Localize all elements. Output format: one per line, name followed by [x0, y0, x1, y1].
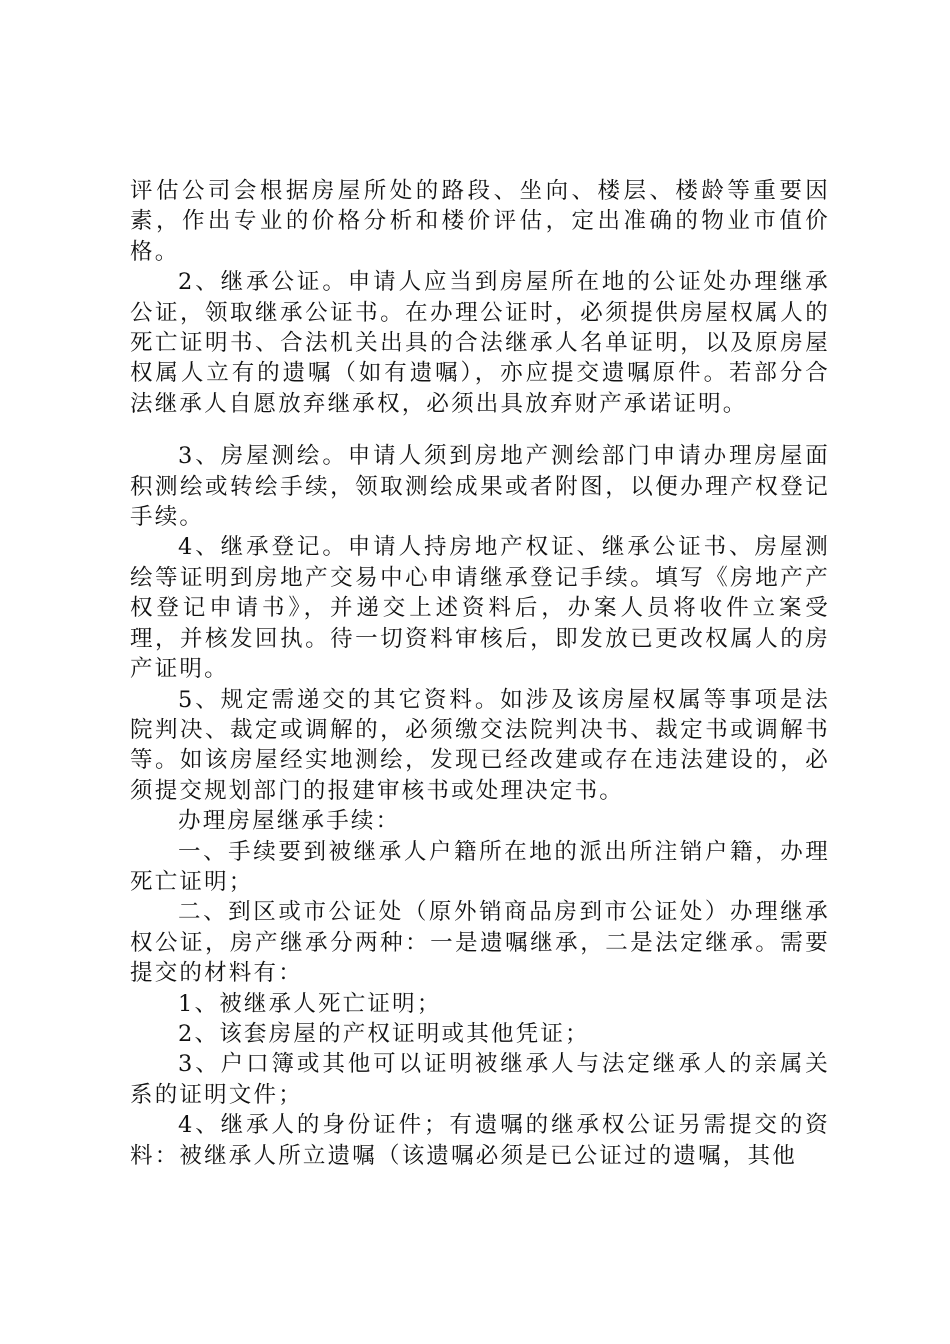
document-body	[130, 176, 830, 1171]
paragraph-other-materials: 5、规定需递交的其它资料。如涉及该房屋权属等事项是法院判决、裁定或调解的，必须缴交法院判决书、裁定书或调解书等。如该房屋经实地测绘，发现已经改建或存在违法建设的，必须提交规划部门的报建审核书或处理决定书。	[130, 686, 830, 804]
paragraph-appraisal: 评估公司会根据房屋所处的路段、坐向、楼层、楼龄等重要因素，作出专业的价格分析和楼价评估，定出准确的物业市值价格。	[130, 178, 830, 265]
paragraph-procedure-heading: 办理房屋继承手续：	[178, 808, 401, 835]
list-item-identity-documents: 4、继承人的身份证件；有遗嘱的继承权公证另需提交的资料：被继承人所立遗嘱（该遗嘱必须是已公证过的遗嘱，其他	[130, 1112, 830, 1169]
paragraph-inheritance-notarization: 2、继承公证。申请人应当到房屋所在地的公证处办理继承公证，领取继承公证书。在办理公证时，必须提供房屋权属人的死亡证明书、合法机关出具的合法继承人名单证明，以及原房屋权属人立有的遗嘱（如有遗嘱），亦应提交遗嘱原件。若部分合法继承人自愿放弃继承权，必须出具放弃财产承诺证明。	[130, 269, 830, 417]
paragraph-house-survey: 3、房屋测绘。申请人须到房地产测绘部门申请办理房屋面积测绘或转绘手续，领取测绘成果或者附图，以便办理产权登记手续。	[130, 443, 830, 531]
list-item-death-certificate: 1、被继承人死亡证明；	[178, 990, 442, 1017]
paragraph-gap	[130, 419, 830, 441]
list-item-property-certificate: 2、该套房屋的产权证明或其他凭证；	[178, 1020, 590, 1047]
list-item-household-register: 3、户口簿或其他可以证明被继承人与法定继承人的亲属关系的证明文件；	[130, 1051, 830, 1108]
paragraph-inheritance-registration: 4、继承登记。申请人持房地产权证、继承公证书、房屋测绘等证明到房地产交易中心申请继承登记手续。填写《房地产产权登记申请书》，并递交上述资料后，办案人员将收件立案受理，并核发回执。待一切资料审核后，即发放已更改权属人的房产证明。	[130, 534, 830, 683]
paragraph-step-two: 二、到区或市公证处（原外销商品房到市公证处）办理继承权公证，房产继承分两种：一是遗嘱继承，二是法定继承。需要提交的材料有：	[130, 899, 830, 987]
paragraph-step-one: 一、手续要到被继承人户籍所在地的派出所注销户籍，办理死亡证明；	[130, 838, 830, 895]
